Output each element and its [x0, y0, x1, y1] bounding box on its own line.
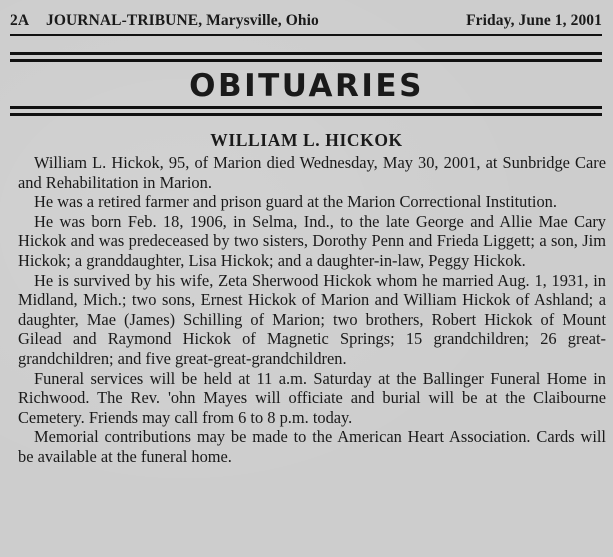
- section-title: OBITUARIES: [189, 68, 424, 104]
- section-rule-top-2: [10, 59, 602, 62]
- obituary-body: [18, 153, 606, 467]
- paragraph: Memorial contributions may be made to the American Heart Association. Cards will be available at the funeral home.: [18, 427, 606, 466]
- masthead-rule: [10, 34, 602, 36]
- section-rule-top-1: [10, 52, 602, 55]
- paragraph: William L. Hickok, 95, of Marion died Wednesday, May 30, 2001, at Sunbridge Care and Rehabilitation in Marion.: [18, 153, 606, 192]
- section-rule-bottom-2: [10, 113, 602, 116]
- paragraph: He is survived by his wife, Zeta Sherwood Hickok whom he married Aug. 1, 1931, in Midland, Mich.; two sons, Ernest Hickok of Marion and William Hickok of Ashland; a daughter, Mae (James) Schilling of Marion; two brothers, Robert Hickok of Mount Gilead and Raymond Hickok of Magnetic Springs; 15 grandchildren; 26 great-grandchildren; and five great-great-grandchildren.: [18, 270, 606, 368]
- publication-name: JOURNAL-TRIBUNE, Marysville, Ohio: [46, 12, 319, 29]
- section-rule-bottom-1: [10, 106, 602, 109]
- paragraph: He was a retired farmer and prison guard at the Marion Correctional Institution.: [34, 192, 557, 212]
- publication-date: Friday, June 1, 2001: [466, 12, 602, 29]
- paragraph: Funeral services will be held at 11 a.m. Saturday at the Ballinger Funeral Home in Richwood. The Rev. 'ohn Mayes will officiate and burial will be at the Claibourne Cemetery. Friends may call from 6 to 8 p.m. today.: [18, 368, 606, 427]
- page-number: 2A: [10, 12, 30, 29]
- paragraph: He was born Feb. 18, 1906, in Selma, Ind., to the late George and Allie Mae Cary Hickok and was predeceased by two sisters, Dorothy Penn and Frieda Liggett; a son, Jim Hickok; a granddaughter, Lisa Hickok; and a daughter-in-law, Peggy Hickok.: [18, 211, 606, 270]
- masthead: [10, 8, 602, 30]
- obituary-headline: WILLIAM L. HICKOK: [210, 130, 403, 150]
